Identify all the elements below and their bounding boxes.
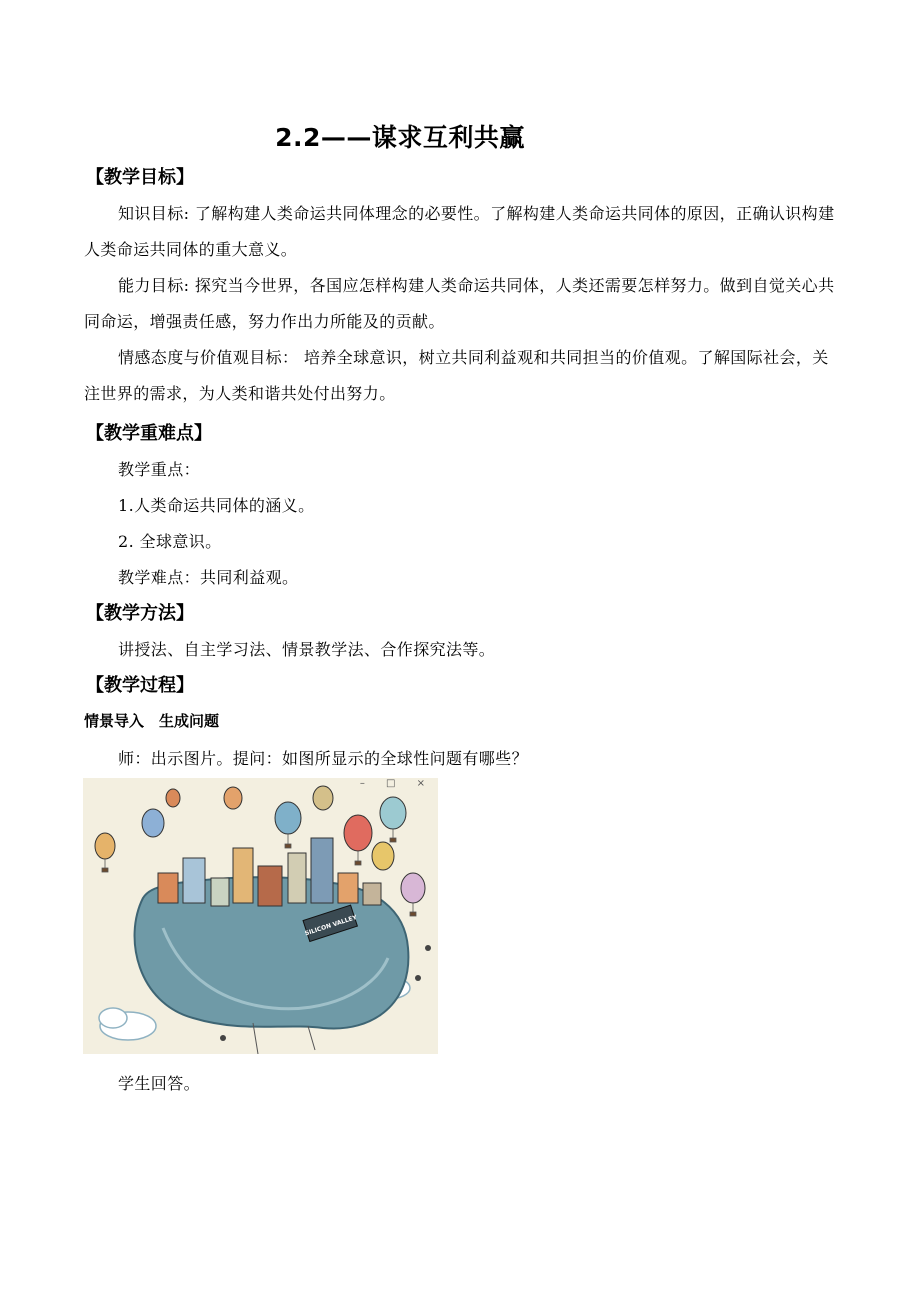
- intro-subheading: 情景导入 生成问题: [84, 712, 220, 730]
- methods-heading: 【教学方法】: [86, 603, 194, 624]
- process-heading: 【教学过程】: [86, 675, 194, 696]
- difficulty: 教学难点：共同利益观。: [118, 568, 299, 587]
- ability-goal: 能力目标: 探究当今世界，各国应怎样构建人类命运共同体，人类还需要怎样努力。做到自觉关心共同命运，增强责任感，努力作出力所能及的贡献。: [84, 276, 835, 331]
- attitude-goal: 情感态度与价值观目标： 培养全球意识，树立共同利益观和共同担当的价值观。了解国际社会，关注世界的需求，为人类和谐共处付出努力。: [84, 348, 829, 403]
- teacher-prompt: 师：出示图片。提问：如图所显示的全球性问题有哪些？: [118, 749, 529, 768]
- objectives-heading: 【教学目标】: [86, 167, 194, 188]
- knowledge-goal: 知识目标: 了解构建人类命运共同体理念的必要性。了解构建人类命运共同体的原因，正确认识构建人类命运共同体的重大意义。: [84, 204, 835, 259]
- key-point-1: 1.人类命运共同体的涵义。: [118, 496, 315, 515]
- key-points-label: 教学重点：: [118, 460, 201, 479]
- silicon-valley-sign: SILICON VALLEY: [304, 914, 358, 938]
- globe-balloon-drawing: [83, 778, 438, 1054]
- methods-text: 讲授法、自主学习法、情景教学法、合作探究法等。: [118, 640, 496, 659]
- student-response: 学生回答。: [118, 1074, 201, 1093]
- key-point-2: 2. 全球意识。: [118, 532, 222, 551]
- figure-window-controls: – □ ×: [359, 778, 434, 789]
- key-points-heading: 【教学重难点】: [86, 423, 212, 444]
- globe-illustration: [83, 778, 438, 1054]
- page-title: 2.2——谋求互利共赢: [275, 123, 525, 152]
